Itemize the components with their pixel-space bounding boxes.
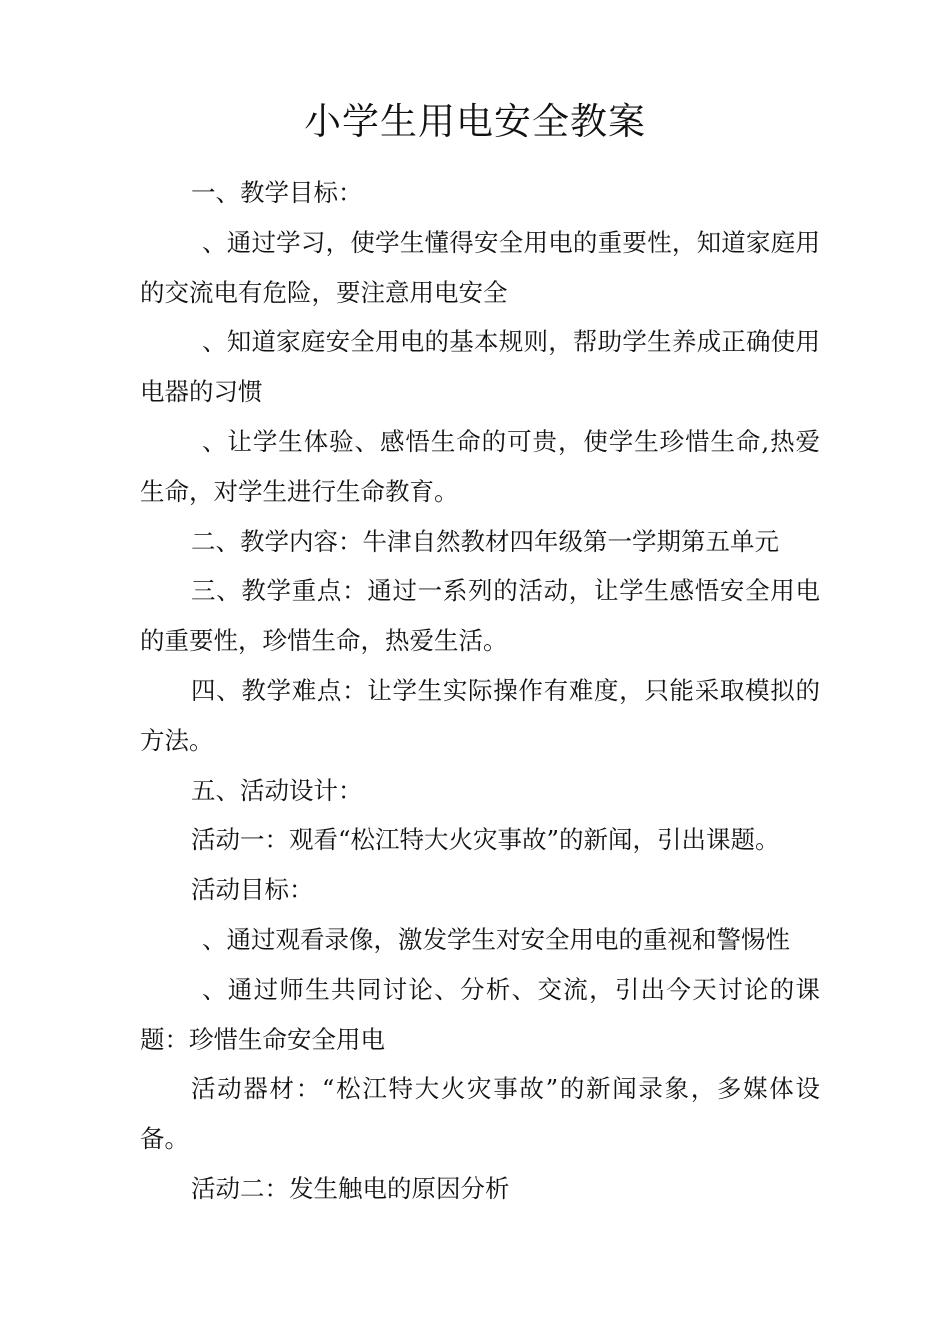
paragraph-activity-1: 活动一：观看“松江特大火灾事故”的新闻，引出课题。 xyxy=(191,825,780,855)
paragraph-goal-3: 、让学生体验、感悟生命的可贵，使学生珍惜生命,热爱生命，对学生进行生命教育。 xyxy=(140,426,820,506)
paragraph-goal-2: 、知道家庭安全用电的基本规则，帮助学生养成正确使用电器的习惯 xyxy=(140,327,820,407)
paragraph-content: 二、教学内容：牛津自然教材四年级第一学期第五单元 xyxy=(191,526,779,556)
document-title: 小学生用电安全教案 xyxy=(304,100,646,143)
paragraph-activity-2: 活动二：发生触电的原因分析 xyxy=(191,1173,510,1203)
paragraph-activity-design: 五、活动设计： xyxy=(191,775,363,805)
paragraph-activity-goal-1: 、通过观看录像，激发学生对安全用电的重视和警惕性 xyxy=(202,924,790,954)
paragraph-activity-goal-2: 、通过师生共同讨论、分析、交流，引出今天讨论的课题：珍惜生命安全用电 xyxy=(140,974,820,1054)
paragraph-goal-1: 、通过学习，使学生懂得安全用电的重要性，知道家庭用的交流电有危险，要注意用电安全 xyxy=(140,227,820,307)
paragraph-activity-goal: 活动目标： xyxy=(191,875,314,905)
document-body xyxy=(140,168,820,1214)
paragraph-heading-goals: 一、教学目标： xyxy=(191,178,363,207)
paragraph-activity-equipment: 活动器材：“松江特大火灾事故”的新闻录象，多媒体设备。 xyxy=(140,1074,820,1154)
paragraph-key-points: 三、教学重点：通过一系列的活动，让学生感悟安全用电的重要性，珍惜生命，热爱生活。 xyxy=(140,576,820,656)
paragraph-difficulty: 四、教学难点：让学生实际操作有难度，只能采取模拟的方法。 xyxy=(140,675,820,755)
